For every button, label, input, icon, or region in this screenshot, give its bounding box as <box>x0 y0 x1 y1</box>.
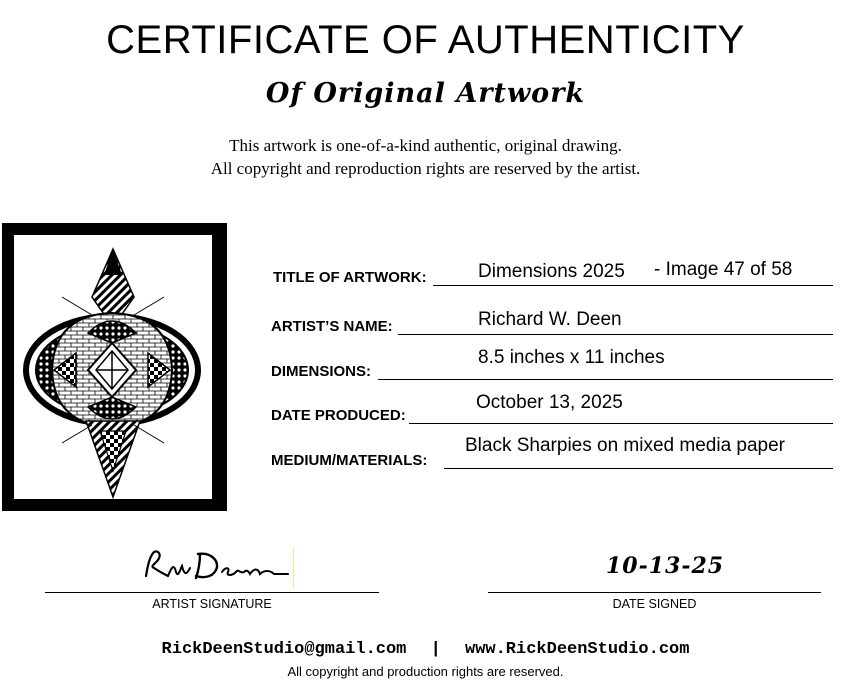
title-of-artwork-value: Dimensions 2025 <box>478 261 625 282</box>
dimensions-value: 8.5 inches x 11 inches <box>478 347 665 368</box>
website-link[interactable]: www.RickDeenStudio.com <box>465 640 690 659</box>
artist-signature-label: ARTIST SIGNATURE <box>152 597 272 611</box>
title-of-artwork-series: - Image 47 of 58 <box>654 259 793 280</box>
dimensions-line <box>378 379 833 380</box>
medium-materials-label: MEDIUM/MATERIALS: <box>271 452 428 469</box>
artist-signature-image <box>142 546 292 591</box>
signature-accent-bar <box>293 548 294 588</box>
medium-materials-line <box>444 468 833 469</box>
medium-materials-value: Black Sharpies on mixed media paper <box>465 435 786 456</box>
date-signed-value: 10-13-25 <box>606 553 725 579</box>
artists-name-line <box>398 334 833 335</box>
artist-signature-line <box>45 592 379 593</box>
artists-name-value: Richard W. Deen <box>478 309 622 330</box>
intro-line-1: This artwork is one-of-a-kind authentic, original drawing. <box>229 136 622 155</box>
artwork-image <box>14 235 212 499</box>
intro-line-2: All copyright and reproduction rights are reserved by the artist. <box>210 159 641 178</box>
certificate-subtitle: Of Original Artwork <box>265 78 586 109</box>
date-signed-label: DATE SIGNED <box>612 597 697 611</box>
title-of-artwork-label: TITLE OF ARTWORK: <box>273 269 427 286</box>
date-produced-label: DATE PRODUCED: <box>271 407 406 424</box>
contact-separator: | <box>430 640 441 659</box>
rights-notice: All copyright and production rights are reserved. <box>287 664 564 679</box>
email-link[interactable]: RickDeenStudio@gmail.com <box>161 640 407 659</box>
certificate-title: CERTIFICATE OF AUTHENTICITY <box>106 18 745 62</box>
artists-name-label: ARTIST’S NAME: <box>271 318 393 335</box>
artwork-frame <box>2 223 227 511</box>
title-of-artwork-line <box>433 285 833 286</box>
date-signed-line <box>488 592 821 593</box>
contact-line <box>0 640 851 659</box>
dimensions-label: DIMENSIONS: <box>271 363 372 380</box>
date-produced-line <box>409 423 833 424</box>
date-produced-value: October 13, 2025 <box>476 392 623 413</box>
